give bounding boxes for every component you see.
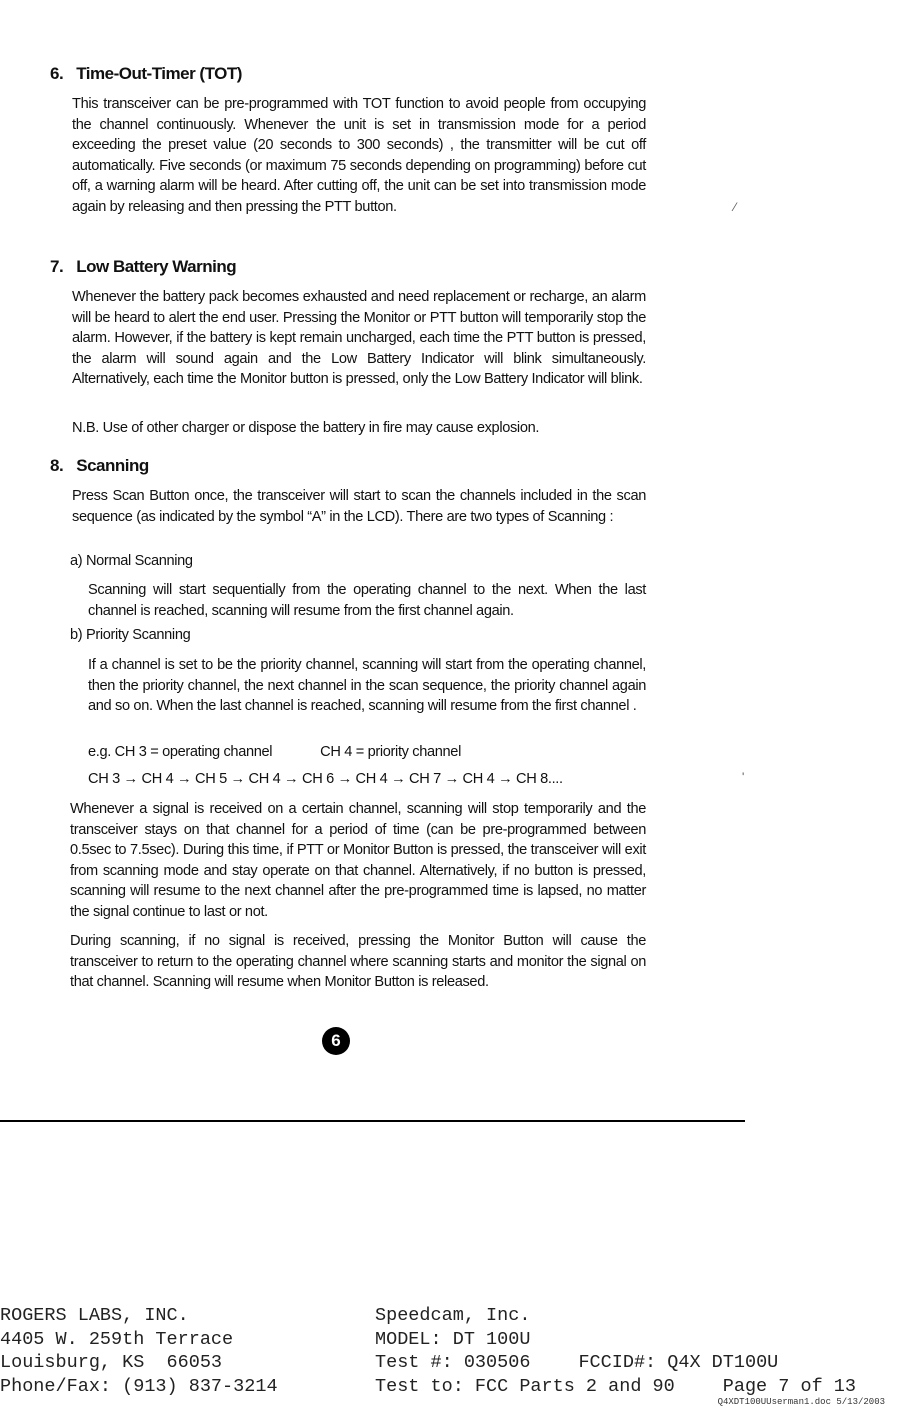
footer-test-number: Test #: 030506 — [375, 1352, 531, 1373]
section-6-heading — [50, 64, 242, 84]
normal-scanning-heading: a) Normal Scanning — [70, 553, 193, 569]
section-6-paragraph: This transceiver can be pre-programmed with TOT function to avoid people from occupying the channel continuously. Whenever the unit is set in transmission mode for a period exceeding the preset value (20 seconds to 300 seconds) , the transmitter will be cut off automatically. Five seconds (or maximum 75 seconds depending on programming) before cut off, a warning alarm will be heard. After cutting off, the unit can be set into transmission mode again by releasing and then pressing the PTT button. — [72, 96, 646, 215]
section-title: Time-Out-Timer (TOT) — [76, 64, 242, 83]
footer-fcc-id: FCCID#: Q4X DT100U — [578, 1352, 779, 1373]
footer-company: Speedcam, Inc. — [375, 1305, 531, 1326]
document-reference: Q4XDT100UUserman1.doc 5/13/2003 — [717, 1397, 885, 1407]
section-title: Scanning — [76, 456, 149, 475]
footer-lab-city: Louisburg, KS 66053 — [0, 1352, 223, 1373]
footer-page-count: Page 7 of 13 — [722, 1375, 856, 1397]
horizontal-rule — [0, 1120, 745, 1122]
signal-received-paragraph: Whenever a signal is received on a certain channel, scanning will stop temporarily and the transceiver stays on that channel for a period of time (can be pre-programmed between 0.5sec to 7.5sec). During this time, if PTT or Monitor Button is pressed, the transceiver will exit from scanning mode and stay operate on that channel. Alternatively, if no button is pressed, scanning will resume to the next channel after the pre-programmed time is lapsed, no matter the signal continue to last or not. — [70, 801, 646, 920]
section-title: Low Battery Warning — [76, 257, 237, 276]
no-signal-paragraph: During scanning, if no signal is received, pressing the Monitor Button will cause the transceiver to return to the operating channel where scanning starts and monitor the signal on that channel. Scanning will resume when Monitor Button is released. — [70, 933, 646, 991]
footer-test-info — [375, 1304, 856, 1398]
section-7-heading — [50, 257, 236, 277]
battery-warning-note: N.B. Use of other charger or dispose the battery in fire may cause explosion. — [72, 420, 540, 436]
footer-test-to: Test to: FCC Parts 2 and 90 — [375, 1375, 675, 1397]
scan-mark: ' — [742, 770, 745, 784]
footer-model: MODEL: DT 100U — [375, 1328, 531, 1350]
section-8-heading — [50, 456, 149, 476]
normal-scanning-text: Scanning will start sequentially from the operating channel to the next. When the last channel is reached, scanning will resume from the first channel again. — [88, 582, 646, 619]
section-number: 7. — [50, 257, 64, 276]
footer-lab-address: 4405 W. 259th Terrace — [0, 1328, 234, 1350]
footer-lab-phone: Phone/Fax: (913) 837-3214 — [0, 1375, 278, 1397]
priority-scanning-text: If a channel is set to be the priority channel, scanning will start from the operating channel, then the priority channel, the next channel in the scan sequence, the priority channel again and so on. When the last channel is reached, scanning will resume from the first channel . — [88, 657, 646, 715]
section-7-paragraph: Whenever the battery pack becomes exhausted and need replacement or recharge, an alarm will be heard to alert the end user. Pressing the Monitor or PTT button will temporarily stop the alarm. However, if the battery is kept remain uncharged, each time the PTT button is pressed, the alarm will sound again and the Low Battery Indicator will blink simultaneously. Alternatively, each time the Monitor button is pressed, only the Low Battery Indicator will blink. — [72, 289, 646, 388]
section-number: 6. — [50, 64, 64, 83]
example-operating-channel: e.g. CH 3 = operating channel — [88, 744, 273, 760]
footer-testto-line — [375, 1375, 856, 1399]
page-number-badge: 6 — [322, 1027, 350, 1055]
example-priority-channel: CH 4 = priority channel — [320, 744, 461, 760]
footer-lab-info — [0, 1304, 278, 1398]
example-scan-sequence: CH 3 → CH 4 → CH 5 → CH 4 → CH 6 → CH 4 → CH 7 → CH 4 → CH 8.... — [88, 771, 563, 787]
footer-test-line — [375, 1351, 856, 1375]
scan-mark: ⁄ — [734, 200, 737, 214]
footer-lab-name: ROGERS LABS, INC. — [0, 1305, 189, 1326]
scanning-intro: Press Scan Button once, the transceiver will start to scan the channels included in the scan sequence (as indicated by the symbol “A” in the LCD). There are two types of Scanning : — [72, 488, 646, 525]
example-line-1 — [88, 744, 461, 760]
section-number: 8. — [50, 456, 64, 475]
priority-scanning-heading: b) Priority Scanning — [70, 627, 191, 643]
